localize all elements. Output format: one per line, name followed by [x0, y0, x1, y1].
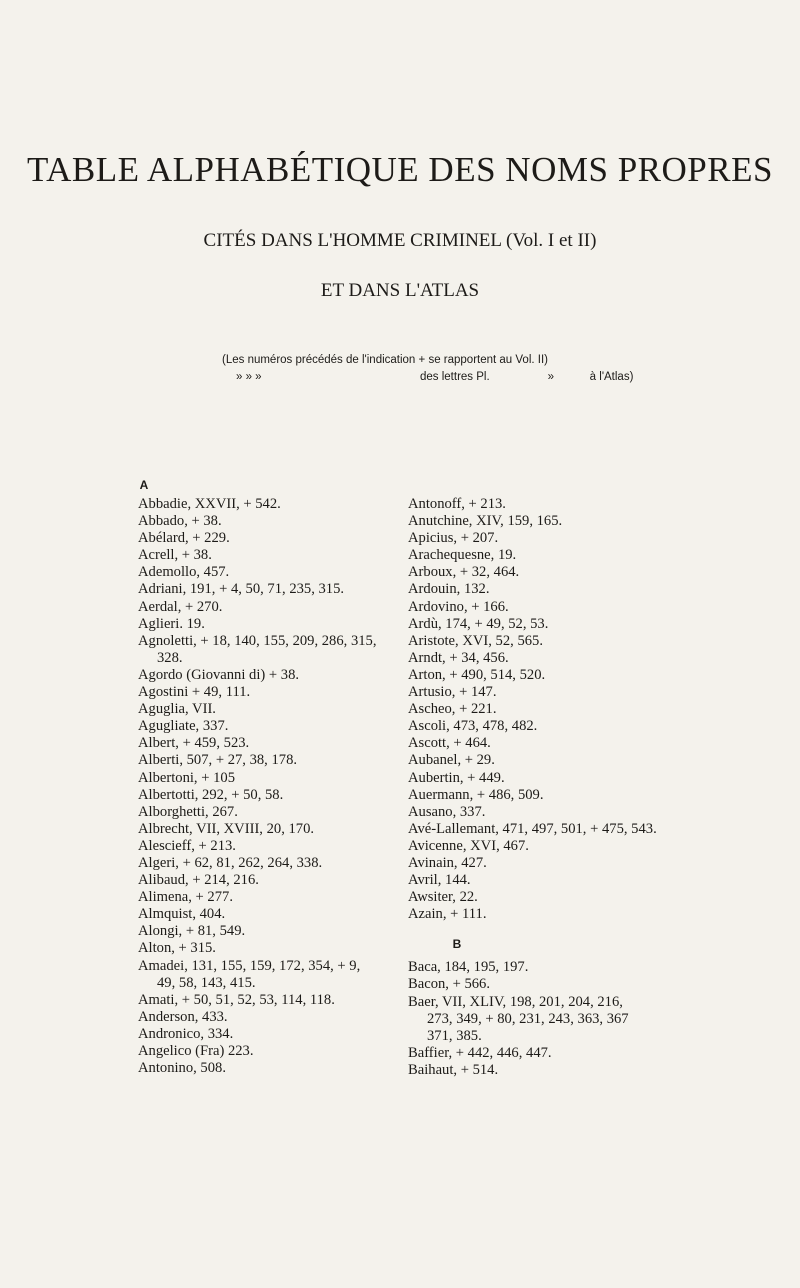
index-entry-text: Ausano, 337.	[408, 803, 486, 820]
note-plates-text: des lettres Pl.	[420, 371, 490, 383]
index-entry	[408, 906, 768, 923]
index-entry	[138, 513, 383, 530]
index-entry-text: Alborghetti, 267.	[138, 803, 238, 820]
index-entry-text: Agostini + 49, 111.	[138, 684, 251, 701]
section-letter: A	[139, 478, 149, 492]
note-line-1: (Les numéros précédés de l'indication + se rapportent au Vol. II)	[222, 354, 548, 366]
index-entry-text: Aglieri. 19.	[138, 615, 205, 632]
index-entry	[138, 889, 383, 906]
index-entry	[138, 923, 383, 940]
index-entry	[408, 547, 768, 564]
index-entry-text: Alibaud, + 214, 216.	[138, 872, 259, 889]
index-entry	[408, 872, 768, 889]
index-entry	[408, 616, 768, 633]
index-entry	[408, 701, 768, 718]
index-entry-text: Abélard, + 229.	[138, 530, 230, 547]
index-entry-continuation: 371, 385.	[427, 1027, 482, 1044]
index-entry	[408, 735, 768, 752]
index-entry-text: Antonoff, + 213.	[408, 496, 506, 512]
index-entry	[138, 496, 383, 513]
index-entry	[408, 530, 768, 547]
index-entry-continuation: 328.	[157, 649, 183, 666]
index-entry-text: Ardovino, + 166.	[408, 598, 509, 615]
index-entry	[138, 616, 383, 633]
index-entry-text: Avicenne, XVI, 467.	[408, 837, 529, 854]
index-entry	[408, 684, 768, 701]
index-entry-text: Albrecht, VII, XVIII, 20, 170.	[138, 820, 315, 837]
index-entry-text: Agordo (Giovanni di) + 38.	[138, 666, 300, 683]
index-entry-text: Alescieff, + 213.	[138, 837, 236, 854]
index-entry	[138, 906, 383, 923]
index-entry	[138, 940, 383, 957]
index-entry	[408, 787, 768, 804]
index-entry	[408, 496, 768, 513]
index-entry	[138, 564, 383, 581]
index-entry-text: Ascott, + 464.	[408, 735, 491, 752]
index-entry-text: Auermann, + 486, 509.	[408, 786, 544, 803]
index-entry	[138, 684, 383, 701]
index-entry	[138, 1060, 383, 1077]
index-entry	[408, 752, 768, 769]
page-title: TABLE ALPHABÉTIQUE DES NOMS PROPRES	[27, 150, 773, 189]
index-entry	[408, 667, 768, 684]
note-ditto-mark: »	[547, 371, 555, 383]
index-entry	[138, 838, 383, 855]
index-entry-text: Arachequesne, 19.	[408, 547, 517, 564]
index-entry	[408, 650, 768, 667]
index-entry-text: Ademollo, 457.	[138, 564, 230, 581]
index-entry-text: Albertoni, + 105	[138, 769, 235, 786]
index-entry	[408, 1062, 768, 1079]
index-entry	[408, 976, 768, 993]
index-entry-text: Baer, VII, XLIV, 198, 201, 204, 216,	[408, 993, 623, 1010]
index-entry-text: Alberti, 507, + 27, 38, 178.	[138, 752, 298, 769]
index-entry-text: Ascoli, 473, 478, 482.	[408, 718, 538, 735]
index-entry	[408, 889, 768, 906]
subtitle-line-2: ET DANS L'ATLAS	[320, 280, 480, 301]
index-column-right	[408, 496, 768, 1079]
index-entry-text: Aristote, XVI, 52, 565.	[408, 632, 543, 649]
index-entry	[138, 667, 383, 684]
index-entry-continuation: 273, 349, + 80, 231, 243, 363, 367	[427, 1010, 629, 1027]
index-entry-text: Arton, + 490, 514, 520.	[408, 666, 546, 683]
index-entry	[138, 1043, 383, 1060]
index-entry	[138, 1026, 383, 1043]
index-entry	[138, 958, 383, 992]
index-entry-text: Andronico, 334.	[138, 1025, 234, 1042]
index-entry	[138, 701, 383, 718]
index-entry-text: Abbado, + 38.	[138, 513, 222, 530]
index-entry-text: Avril, 144.	[408, 872, 471, 889]
index-entry-text: Aubertin, + 449.	[408, 769, 505, 786]
index-entry-text: Adriani, 191, + 4, 50, 71, 235, 315.	[138, 581, 345, 598]
index-entry-text: Antonino, 508.	[138, 1060, 226, 1077]
index-entry-text: Ardouin, 132.	[408, 581, 490, 598]
index-entry	[408, 718, 768, 735]
index-entry	[138, 752, 383, 769]
index-entry	[138, 735, 383, 752]
index-entry	[408, 1045, 768, 1062]
note-atlas-text: à l'Atlas)	[589, 371, 634, 383]
index-entry-text: Albert, + 459, 523.	[138, 735, 250, 752]
index-entry	[138, 787, 383, 804]
index-entry	[408, 838, 768, 855]
index-entry	[138, 1009, 383, 1026]
index-entry	[408, 855, 768, 872]
index-entry-text: Albertotti, 292, + 50, 58.	[138, 786, 284, 803]
index-entry	[408, 821, 768, 838]
index-entry-text: Abbadie, XXVII, + 542.	[138, 496, 281, 512]
index-entry-text: Aubanel, + 29.	[408, 752, 495, 769]
index-entry	[138, 599, 383, 616]
index-entry	[408, 994, 768, 1045]
subtitle-line-1: CITÉS DANS L'HOMME CRIMINEL (Vol. I et II)	[203, 230, 597, 251]
index-entry-text: Amati, + 50, 51, 52, 53, 114, 118.	[138, 991, 335, 1008]
index-entry-text: Ascheo, + 221.	[408, 701, 497, 718]
index-entry	[408, 633, 768, 650]
index-entry	[408, 564, 768, 581]
index-entry-text: Baca, 184, 195, 197.	[408, 959, 529, 976]
index-entry-text: Avinain, 427.	[408, 854, 487, 871]
index-entry-text: Anderson, 433.	[138, 1008, 228, 1025]
index-entry-text: Alton, + 315.	[138, 940, 216, 957]
note-ditto-marks: » » »	[236, 371, 262, 383]
index-entry	[138, 821, 383, 838]
index-entry-text: Ardù, 174, + 49, 52, 53.	[408, 615, 549, 632]
index-entry-text: Aguglia, VII.	[138, 701, 216, 718]
index-entry	[138, 718, 383, 735]
index-entry	[408, 513, 768, 530]
index-entry-continuation: 49, 58, 143, 415.	[157, 974, 256, 991]
index-entry-text: Artusio, + 147.	[408, 684, 497, 701]
index-entry-text: Algeri, + 62, 81, 262, 264, 338.	[138, 854, 323, 871]
index-entry-text: Baihaut, + 514.	[408, 1061, 499, 1078]
index-column-left	[138, 478, 383, 1077]
index-entry-text: Arndt, + 34, 456.	[408, 649, 509, 666]
index-entry	[138, 872, 383, 889]
index-entry-text: Apicius, + 207.	[408, 530, 499, 547]
index-entry-text: Acrell, + 38.	[138, 547, 212, 564]
index-entry-text: Anutchine, XIV, 159, 165.	[408, 513, 563, 530]
index-entry	[408, 804, 768, 821]
index-entry	[408, 959, 768, 976]
index-entry-text: Avé-Lallemant, 471, 497, 501, + 475, 543.	[408, 820, 657, 837]
index-entry	[138, 547, 383, 564]
section-letter: B	[452, 937, 462, 952]
index-note	[222, 352, 782, 386]
index-entry	[138, 530, 383, 547]
index-entry-text: Aerdal, + 270.	[138, 598, 223, 615]
index-entry	[408, 770, 768, 787]
index-entry-text: Awsiter, 22.	[408, 889, 478, 906]
index-entry-text: Arboux, + 32, 464.	[408, 564, 520, 581]
index-entry	[138, 804, 383, 821]
index-entry	[138, 581, 383, 598]
index-entry-text: Alongi, + 81, 549.	[138, 923, 246, 940]
index-entry	[408, 599, 768, 616]
index-entry-text: Bacon, + 566.	[408, 976, 490, 993]
index-entry	[138, 770, 383, 787]
index-entry-text: Azain, + 111.	[408, 906, 487, 923]
index-entry	[138, 992, 383, 1009]
note-line-2	[222, 369, 782, 386]
index-entry-text: Baffier, + 442, 446, 447.	[408, 1044, 552, 1061]
index-entry-text: Almquist, 404.	[138, 906, 226, 923]
index-entry-text: Amadei, 131, 155, 159, 172, 354, + 9,	[138, 957, 361, 974]
index-entry	[138, 633, 383, 667]
index-entry-text: Agugliate, 337.	[138, 718, 229, 735]
index-entry	[408, 581, 768, 598]
index-entry-text: Angelico (Fra) 223.	[138, 1043, 254, 1059]
index-entry-text: Agnoletti, + 18, 140, 155, 209, 286, 315,	[138, 632, 377, 649]
index-entry	[138, 855, 383, 872]
index-entry-text: Alimena, + 277.	[138, 889, 233, 906]
